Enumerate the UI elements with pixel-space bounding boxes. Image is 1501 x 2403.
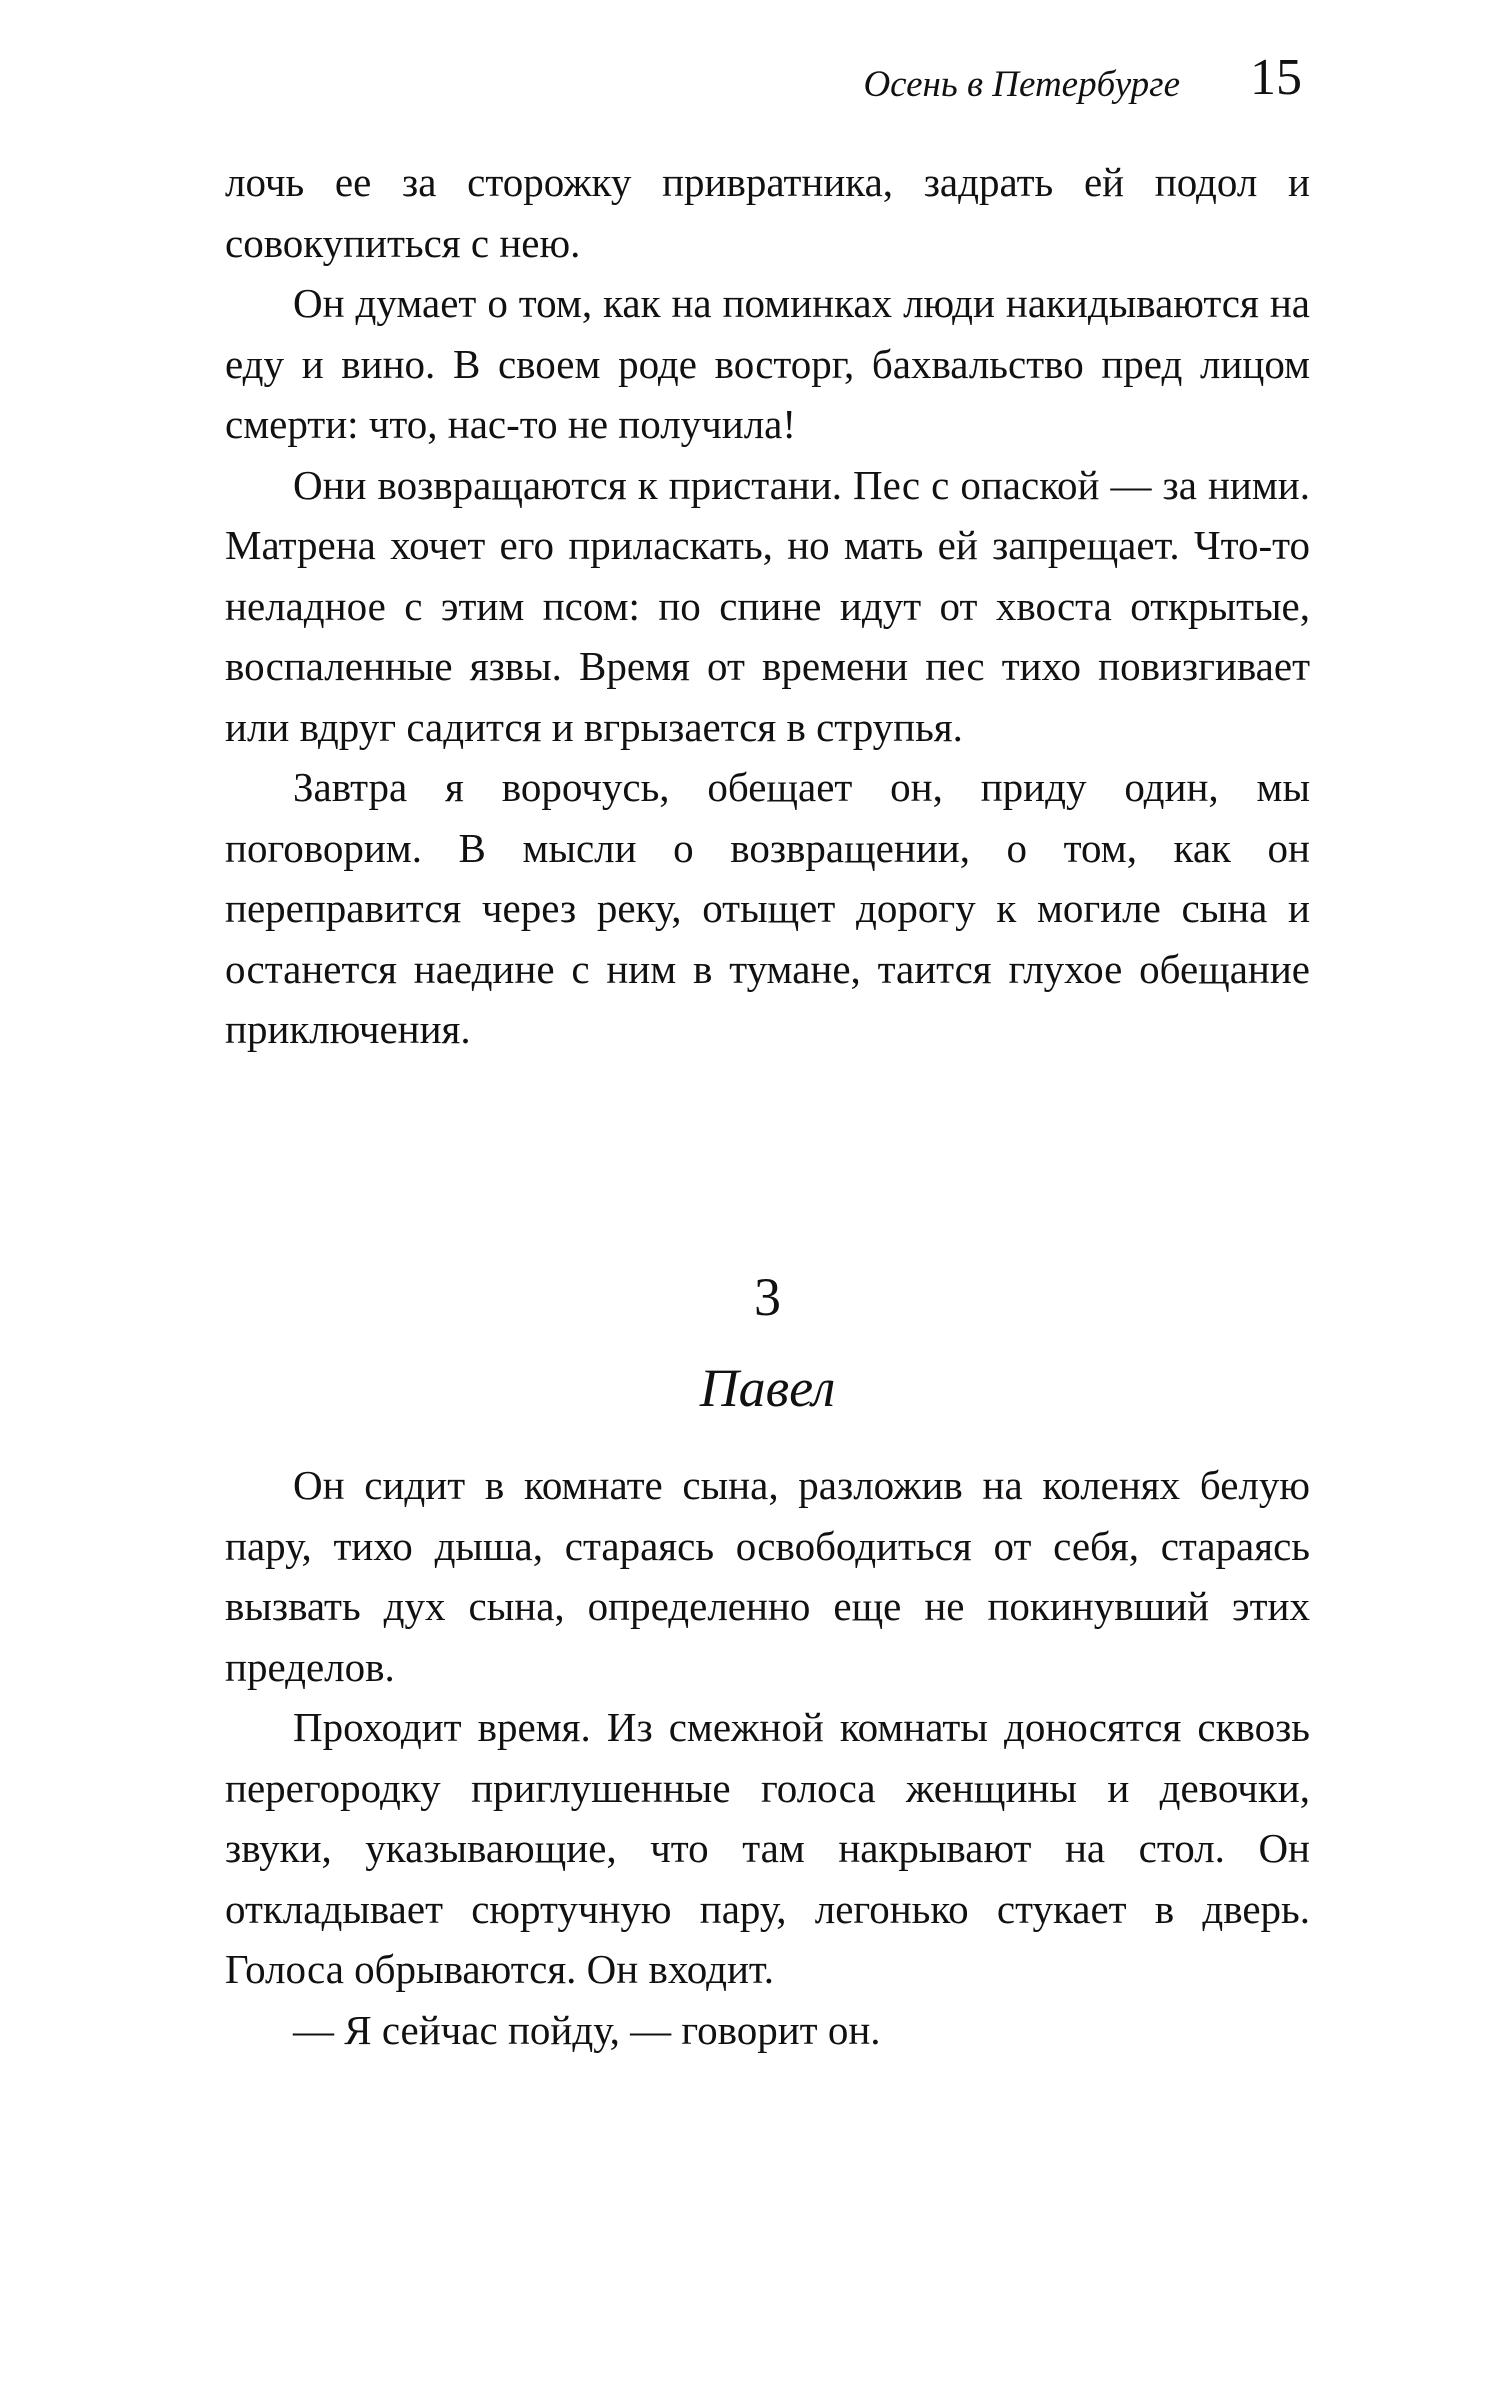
paragraph: Он сидит в комнате сына, разложив на коленях белую пару, тихо дыша, стараясь освободиться от себя, стараясь вызвать дух сына, определенно еще не покинувший этих пределов. bbox=[225, 1462, 1310, 1690]
body-text-before-chapter bbox=[225, 152, 1310, 1060]
paragraph: Они возвращаются к пристани. Пес с опаской — за ними. Матрена хочет его приласкать, но мать ей запрещает. Что-то неладное с этим псом: по спине идут от хвоста открытые, воспаленные язвы. Время от времени пес тихо повизгивает или вдруг садится и вгрызается в струпья. bbox=[225, 461, 1310, 750]
dialogue-line: — Я сейчас пойду, — говорит он. bbox=[293, 2006, 881, 2053]
paragraph: Проходит время. Из смежной комнаты доносятся сквозь перегородку приглушенные голоса женщины и девочки, звуки, указывающие, что там накрывают на стол. Он откладывает сюртучную пару, легонько стукает в дверь. Голоса обрываются. Он входит. bbox=[225, 1704, 1310, 1992]
chapter-title: Павел bbox=[699, 1358, 836, 1418]
running-title: Осень в Петербурге bbox=[863, 64, 1180, 105]
paragraph-continuation: лочь ее за сторожку привратника, задрать ей подол и совокупиться с нею. bbox=[225, 159, 1310, 266]
running-head bbox=[225, 48, 1310, 118]
page-number: 15 bbox=[1250, 49, 1302, 106]
chapter-heading bbox=[225, 1262, 1310, 1420]
chapter-number: 3 bbox=[754, 1267, 781, 1327]
paragraph: Завтра я ворочусь, обещает он, приду один, мы поговорим. В мысли о возвращении, о том, как он переправится через реку, отыщет дорогу к могиле сына и останется наедине с ним в тумане, таится глухое обещание приключения. bbox=[225, 764, 1310, 1052]
paragraph: Он думает о том, как на поминках люди накидываются на еду и вино. В своем роде восторг, бахвальство пред лицом смерти: что, нас-то не получила! bbox=[225, 280, 1310, 447]
body-text-after-chapter bbox=[225, 1455, 1310, 2060]
